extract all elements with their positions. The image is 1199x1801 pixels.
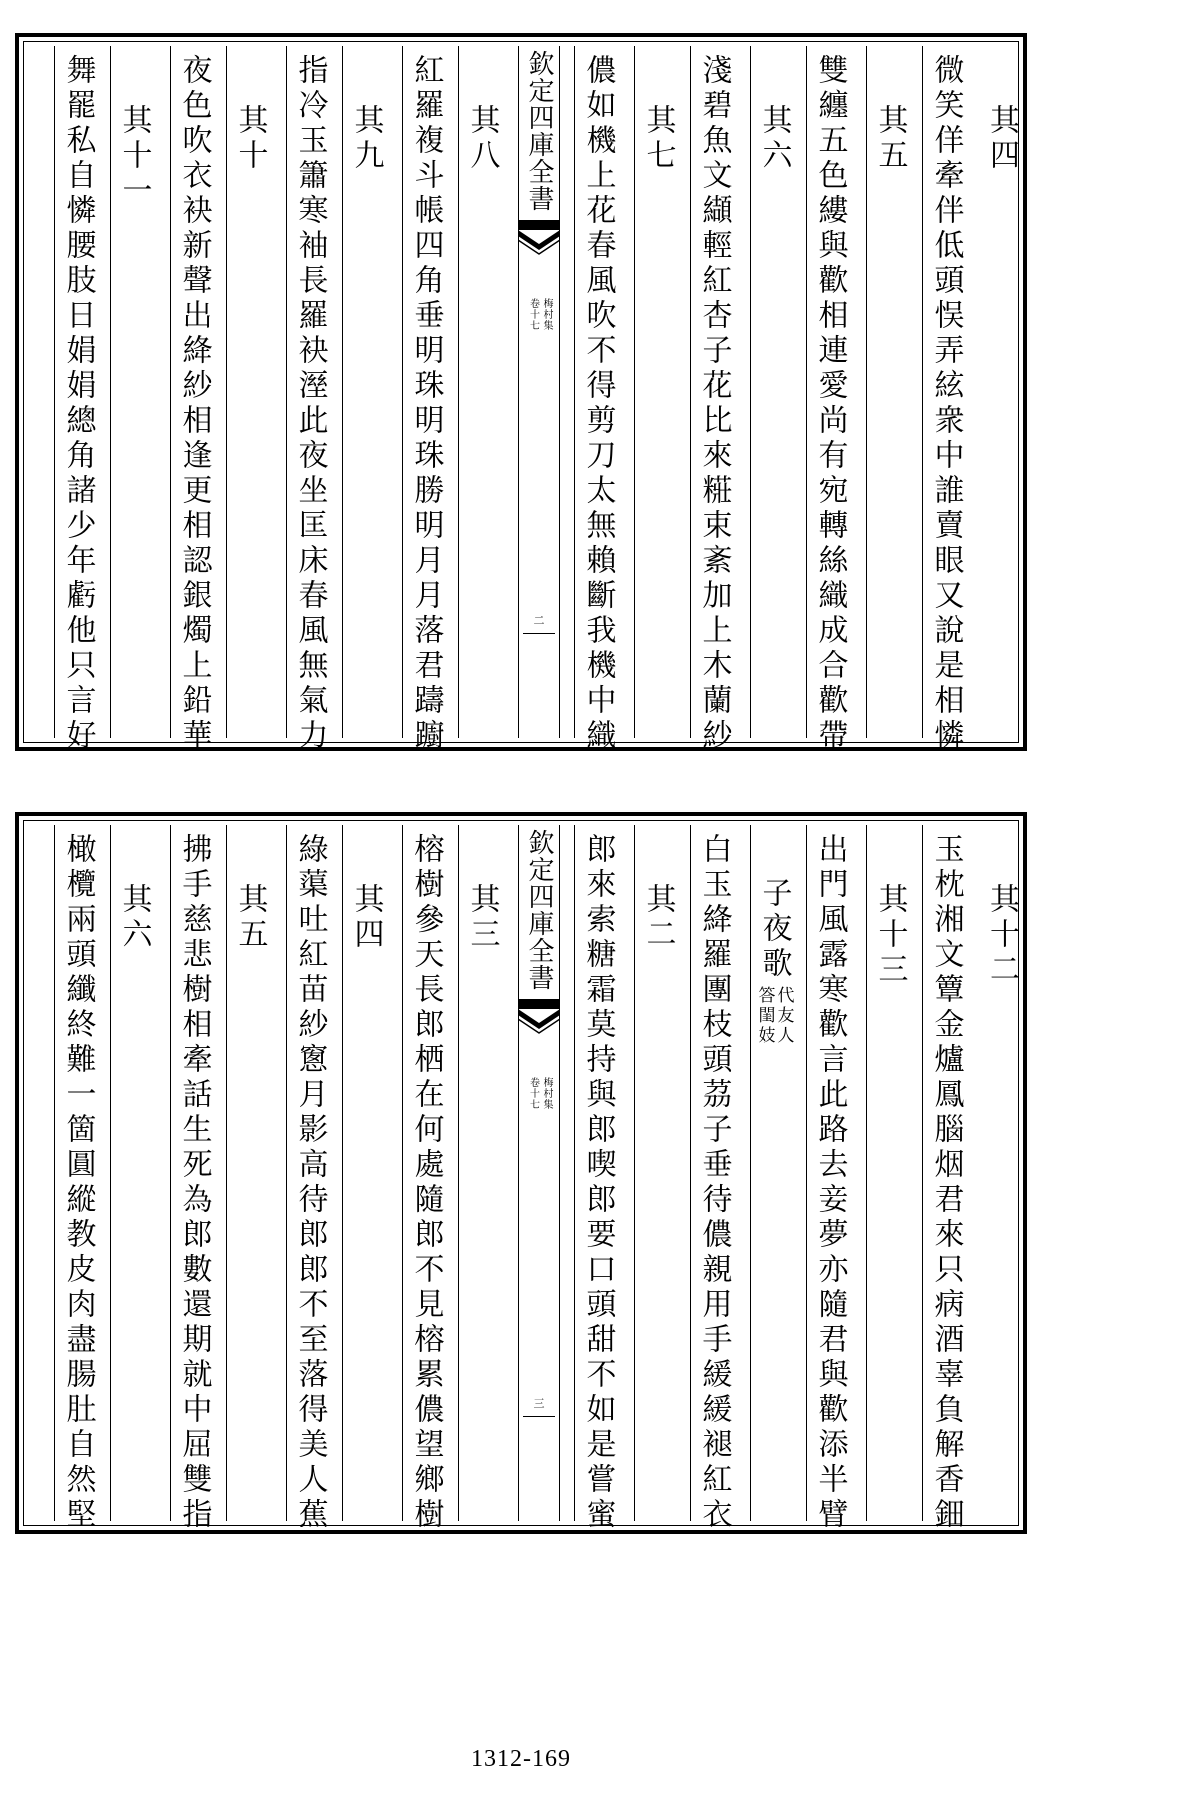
poem-number-heading: 其十二 <box>984 883 1019 988</box>
poem-verse: 指冷玉簫寒袖長羅袂溼此夜坐匡床春風無氣力 <box>292 54 328 754</box>
text-column <box>978 825 1024 1521</box>
text-column <box>806 825 852 1533</box>
poem-number-heading: 其十一 <box>116 104 152 209</box>
poem-number-heading: 其二 <box>640 883 676 953</box>
text-column <box>342 46 388 738</box>
text-column <box>286 46 332 754</box>
poem-verse: 儂如機上花春風吹不得剪刀太無賴斷我機中織 <box>580 54 616 754</box>
text-column <box>402 825 448 1533</box>
text-column <box>634 825 680 1521</box>
center-margin-strip <box>518 825 560 1521</box>
fish-tail-mark-icon <box>518 999 560 1035</box>
poem-verse: 淺碧魚文纈輕紅杏子花比來糚束紊加上木蘭紗 <box>696 54 732 754</box>
poem-verse: 夜色吹衣袂新聲出絳紗相逢更相認銀燭上鉛華 <box>176 54 212 754</box>
page-number-rule <box>523 633 555 634</box>
poem-number-heading: 其六 <box>116 883 152 953</box>
page-panel-top <box>15 33 1027 754</box>
volume-label: 卷十七 <box>527 1077 539 1110</box>
leaf-number: 二 <box>533 614 545 627</box>
poem-number-heading: 其八 <box>464 104 500 174</box>
text-column <box>226 46 272 738</box>
text-column <box>922 46 968 754</box>
text-column <box>110 825 156 1521</box>
poem-verse: 紅羅複斗帳四角垂明珠明珠勝明月月落君躊躕 <box>408 54 444 754</box>
text-column <box>922 825 968 1533</box>
text-column <box>54 46 100 754</box>
poem-number-heading: 其四 <box>348 883 384 953</box>
poem-title-column <box>750 825 796 1521</box>
poem-title-note: 答閨妓 <box>754 986 775 1046</box>
fish-tail-mark-icon <box>518 220 560 256</box>
book-title: 欽定四庫全書 <box>524 50 554 212</box>
page-number-rule <box>523 1416 555 1417</box>
text-column <box>402 46 448 754</box>
text-column <box>54 825 100 1533</box>
poem-number-heading: 其五 <box>232 883 268 953</box>
poem-number-heading: 其十三 <box>872 883 908 988</box>
text-column <box>866 46 912 738</box>
poem-number-heading: 其四 <box>984 104 1019 174</box>
text-column <box>978 46 1024 738</box>
volume-label: 卷十七 <box>527 298 539 331</box>
poem-number-heading: 其三 <box>464 883 500 953</box>
poem-number-heading: 其九 <box>348 104 384 174</box>
text-column <box>458 46 504 738</box>
poem-title-note: 代友人 <box>773 986 794 1046</box>
poem-number-heading: 其十 <box>232 104 268 174</box>
text-column <box>750 46 796 738</box>
text-column <box>226 825 272 1521</box>
poem-verse: 橄欖兩頭纖終難一箇圓縱教皮肉盡腸肚自然堅 <box>60 833 96 1533</box>
poem-number-heading: 其七 <box>640 104 676 174</box>
poem-verse: 白玉絳羅團枝頭茘子垂待儂親用手緩緩褪紅衣 <box>696 833 732 1533</box>
poem-verse: 出門風露寒歡言此路去妾夢亦隨君與歡添半臂 <box>812 833 848 1533</box>
poem-verse: 榕樹參天長郎栖在何處隨郎不見榕累儂望鄉樹 <box>408 833 444 1533</box>
book-title: 欽定四庫全書 <box>524 829 554 991</box>
page-panel-bottom <box>15 812 1027 1534</box>
poem-verse: 微笑佯牽伴低頭悮弄絃衆中誰賣眼又說是相憐 <box>928 54 964 754</box>
center-margin-strip <box>518 46 560 738</box>
page-footer-number: 1312-169 <box>471 1746 571 1772</box>
poem-number-heading: 其五 <box>872 104 908 174</box>
leaf-number: 三 <box>533 1397 545 1410</box>
text-column <box>342 825 388 1521</box>
text-column <box>634 46 680 738</box>
poem-verse: 綠蕖吐紅苗紗窻月影高待郎郎不至落得美人蕉 <box>292 833 328 1533</box>
text-column <box>690 825 736 1533</box>
poem-verse: 拂手慈悲樹相牽話生死為郎數還期就中屈雙指 <box>176 833 212 1533</box>
text-column <box>574 46 620 754</box>
text-column <box>458 825 504 1521</box>
text-column <box>286 825 332 1533</box>
poem-number-heading: 其六 <box>756 104 792 174</box>
poem-verse: 舞罷私自憐腰肢日娟娟總角諸少年虧他只言好 <box>60 54 96 754</box>
text-column <box>170 825 216 1533</box>
text-column <box>110 46 156 738</box>
text-column <box>690 46 736 754</box>
text-column <box>574 825 620 1533</box>
collection-name: 梅村集 <box>541 298 552 331</box>
poem-verse: 郎來索糖霜莫持與郎喫郎要口頭甜不如是嘗蜜 <box>580 833 616 1533</box>
text-column <box>170 46 216 754</box>
poem-verse: 雙纏五色縷與歡相連愛尚有宛轉絲織成合歡帶 <box>812 54 848 754</box>
poem-title: 子夜歌 <box>756 877 792 982</box>
text-column <box>806 46 852 754</box>
poem-verse: 玉枕湘文簟金爐鳳腦烟君來只病酒辜負解香鈿 <box>928 833 964 1533</box>
text-column <box>866 825 912 1521</box>
collection-name: 梅村集 <box>541 1077 552 1110</box>
